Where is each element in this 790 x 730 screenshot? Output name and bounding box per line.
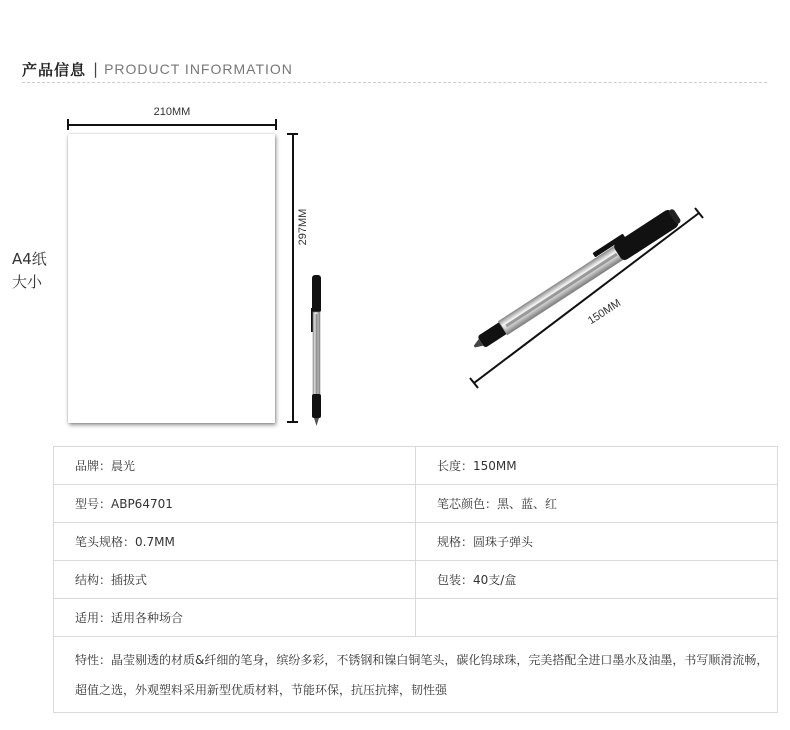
height-dimension-tick-bottom xyxy=(287,421,298,423)
height-dimension-line xyxy=(292,134,294,423)
spec-structure: 结构：插拔式 xyxy=(54,561,416,599)
section-title-en: PRODUCT INFORMATION xyxy=(104,61,293,77)
table-row xyxy=(54,561,778,599)
table-row xyxy=(54,599,778,637)
paper-height-label: 297MM xyxy=(297,208,309,246)
spec-empty-cell xyxy=(416,599,778,637)
section-title-cn: 产品信息 xyxy=(22,60,87,79)
spec-features: 特性：晶莹剔透的材质&纤细的笔身，缤纷多彩，不锈钢和镍白铜笔头，碳化钨球珠，完美搭配全进口墨水及油墨，书写顺滑流畅，超值之选，外观塑料采用新型优质材料，节能环保，抗压抗摔，韧性强 xyxy=(54,637,778,713)
spec-usage: 适用：适用各种场合 xyxy=(54,599,416,637)
spec-packaging: 包装：40支/盒 xyxy=(416,561,778,599)
height-dimension-tick-top xyxy=(287,133,298,135)
spec-type: 规格：圆珠子弹头 xyxy=(416,523,778,561)
pen-length-label: 150MM xyxy=(585,297,624,328)
spec-model: 型号：ABP64701 xyxy=(54,485,416,523)
spec-refill-color: 笔芯颜色：黑、蓝、红 xyxy=(416,485,778,523)
section-header xyxy=(22,58,293,80)
table-row xyxy=(54,447,778,485)
a4-size-label xyxy=(12,248,47,294)
pen-length-dimension xyxy=(465,203,710,393)
width-dimension-line xyxy=(68,124,276,126)
spec-brand: 品牌：晨光 xyxy=(54,447,416,485)
paper-width-label: 210MM xyxy=(153,106,191,118)
a4-paper-illustration xyxy=(68,134,275,423)
table-row xyxy=(54,485,778,523)
a4-label-line2: 大小 xyxy=(12,273,43,291)
header-divider xyxy=(22,82,767,83)
spec-tip-size: 笔头规格：0.7MM xyxy=(54,523,416,561)
spec-table xyxy=(53,446,778,713)
spec-length: 长度：150MM xyxy=(416,447,778,485)
title-separator: | xyxy=(93,60,99,78)
table-row xyxy=(54,523,778,561)
small-pen-illustration xyxy=(304,272,328,428)
a4-label-line1: A4纸 xyxy=(12,250,47,268)
table-row xyxy=(54,637,778,713)
width-dimension-tick-left xyxy=(67,119,69,130)
width-dimension-tick-right xyxy=(275,119,277,130)
